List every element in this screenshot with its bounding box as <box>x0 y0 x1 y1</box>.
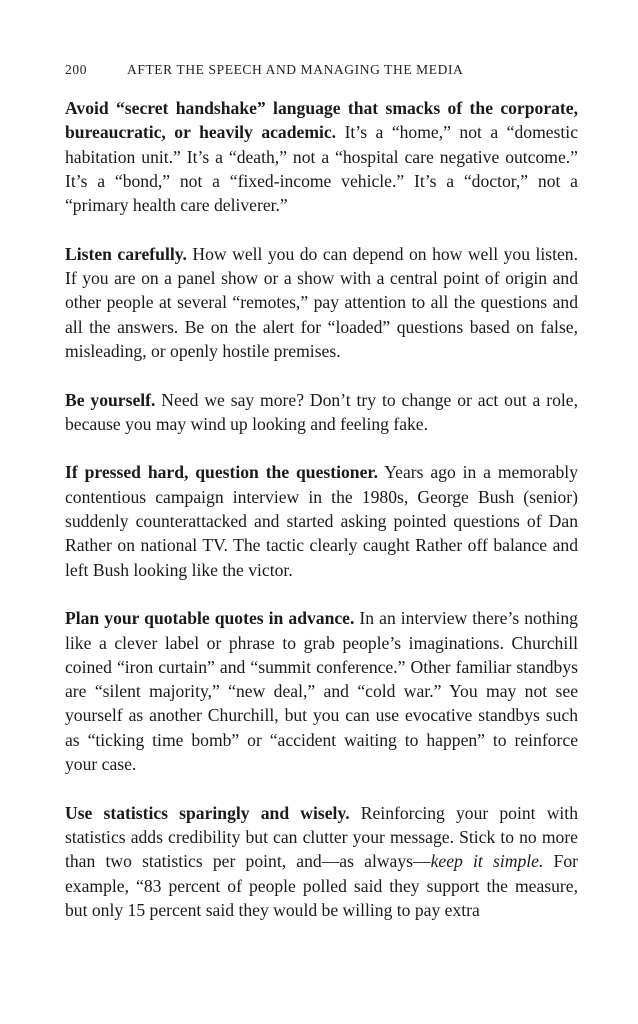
paragraph-text: How well you do can depend on how well you listen. If you are on a panel show or a show with a central point of origin and other people at several “remotes,” pay attention to all the questions and all the answers. Be on the alert for “loaded” questions based on false, misleading, or openly hostile premises. <box>65 243 578 361</box>
paragraph-secret-handshake <box>65 96 578 217</box>
paragraph-text: Years ago in a memorably contentious campaign interview in the 1980s, George Bush (senior) suddenly counterattacked and started asking pointed questions of Dan Rather on national TV. The tactic clearly caught Rather off balance and left Bush looking like the victor. <box>65 462 578 580</box>
paragraph-text: In an interview there’s nothing like a clever label or phrase to grab people’s imaginations. Churchill coined “iron curtain” and “summit conference.” Other familiar standbys are “silent majority,” “new deal,” and “cold war.” You may not see yourself as another Churchill, but you can use evocative standbys such as “ticking time bomb” or “accident waiting to happen” to reinforce your case. <box>65 608 578 775</box>
paragraph-quotable-quotes <box>65 606 578 776</box>
paragraph-lead: Be yourself. <box>65 389 156 410</box>
paragraph-listen-carefully <box>65 242 578 363</box>
paragraph-lead: Listen carefully. <box>65 243 187 264</box>
paragraph-lead: Use statistics sparingly and wisely. <box>65 802 350 823</box>
paragraph-lead: Avoid “secret handshake” language that smacks of the corporate, bureaucratic, or heavily academic. <box>65 98 578 143</box>
page-number: 200 <box>65 62 88 77</box>
paragraph-lead: If pressed hard, question the questioner. <box>65 462 378 483</box>
paragraph-question-questioner <box>65 460 578 581</box>
running-title: AFTER THE SPEECH AND MANAGING THE MEDIA <box>127 62 464 77</box>
paragraph-lead: Plan your quotable quotes in advance. <box>65 608 355 629</box>
paragraph-tail: For example, “83 percent of people polled said they support the measure, but only 15 percent said they would be willing to pay extra <box>65 851 578 920</box>
paragraph-text: Need we say more? Don’t try to change or act out a role, because you may wind up looking and feeling fake. <box>65 389 578 434</box>
paragraph-statistics <box>65 801 578 922</box>
paragraph-be-yourself <box>65 388 578 437</box>
running-head <box>65 62 580 78</box>
body-text <box>65 96 578 922</box>
paragraph-emphasis: keep it simple. <box>430 851 544 872</box>
paragraph-text: It’s a “home,” not a “domestic habitation unit.” It’s a “death,” not a “hospital care negative outcome.” It’s a “bond,” not a “fixed-income vehicle.” It’s a “doctor,” not a “primary health care deliverer.” <box>65 122 579 216</box>
paragraph-text: Reinforcing your point with statistics adds credibility but can clutter your message. Stick to no more than two statistics per point, and—as always— <box>65 802 578 872</box>
